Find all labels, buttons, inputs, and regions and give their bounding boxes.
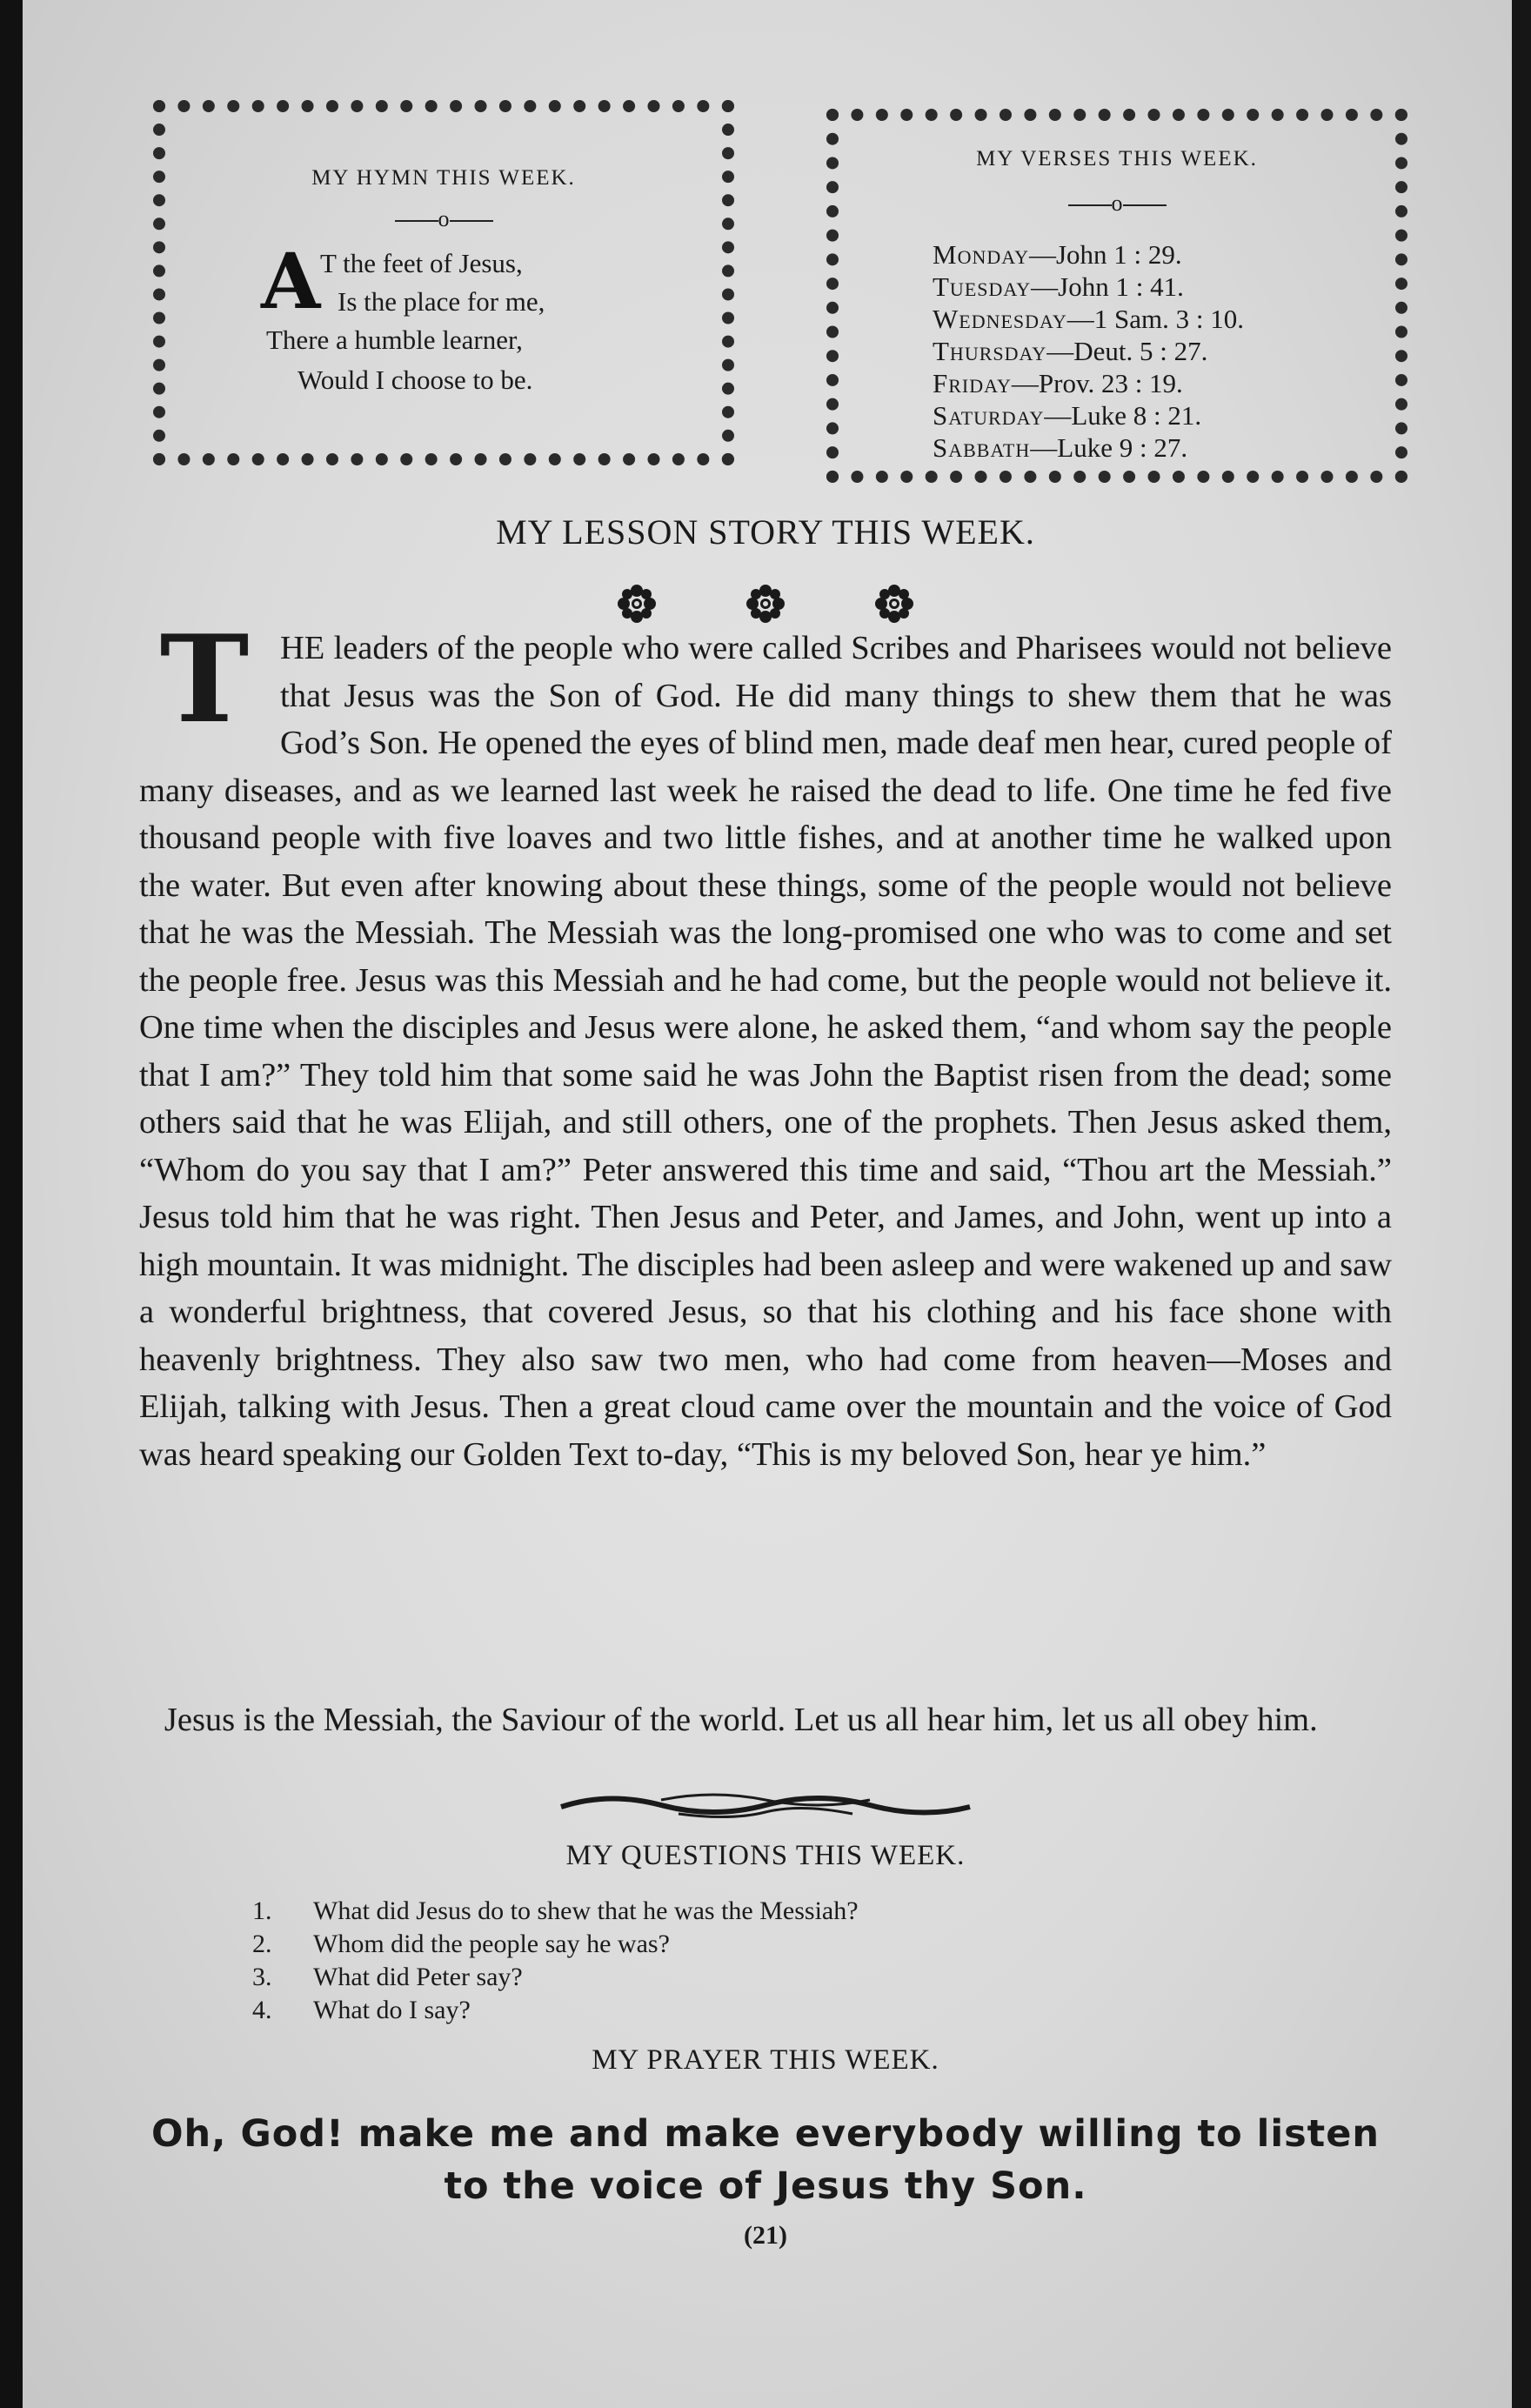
question-text: Whom did the people say he was? xyxy=(313,1930,670,1958)
rosette-ornament-icon xyxy=(745,583,786,629)
hymn-line-4: Would I choose to be. xyxy=(298,365,533,395)
verse-list xyxy=(933,238,1244,464)
question-text: What did Peter say? xyxy=(313,1963,523,1991)
lesson-heading: MY LESSON STORY THIS WEEK. xyxy=(496,512,1035,552)
verse-day: Monday xyxy=(933,239,1029,270)
question-item xyxy=(252,1895,859,1928)
verse-item xyxy=(933,431,1244,464)
verse-day: Thursday xyxy=(933,336,1047,366)
question-text: What do I say? xyxy=(313,1996,471,2024)
wave-divider xyxy=(557,1788,974,1827)
verse-day: Friday xyxy=(933,368,1012,398)
hymn-title: MY HYMN THIS WEEK. xyxy=(311,166,576,190)
question-item xyxy=(252,1961,859,1994)
question-item xyxy=(252,1994,859,2027)
question-number: 1. xyxy=(252,1896,272,1925)
verse-ref: —Deut. 5 : 27. xyxy=(1046,336,1208,366)
verse-item xyxy=(933,238,1244,271)
prayer-line-2: to the voice of Jesus thy Son. xyxy=(444,2164,1087,2208)
verse-item xyxy=(933,399,1244,431)
question-number: 4. xyxy=(252,1996,272,2024)
verse-ref: —John 1 : 41. xyxy=(1031,271,1184,302)
hymn-box xyxy=(153,100,734,465)
story-paragraph-1 xyxy=(139,608,1392,1478)
verses-box xyxy=(826,109,1407,483)
verse-day: Tuesday xyxy=(933,271,1032,302)
verse-ref: —1 Sam. 3 : 10. xyxy=(1066,304,1245,334)
prayer-line-1: Oh, God! make me and make everybody willing to listen xyxy=(151,2112,1380,2156)
story-paragraph-2 xyxy=(139,1696,1392,1743)
questions-list xyxy=(252,1895,859,2027)
hymn-divider xyxy=(165,206,722,232)
questions-heading: MY QUESTIONS THIS WEEK. xyxy=(565,1840,966,1871)
verse-ref: —Prov. 23 : 19. xyxy=(1011,368,1183,398)
verse-day: Sabbath xyxy=(933,432,1031,463)
story-paragraph-2-text: Jesus is the Messiah, the Saviour of the world. Let us all hear him, let us all obey him. xyxy=(164,1702,1318,1738)
verse-item xyxy=(933,303,1244,335)
verse-day: Wednesday xyxy=(933,304,1067,334)
question-text: What did Jesus do to shew that he was the Messiah? xyxy=(313,1896,859,1925)
verses-title: MY VERSES THIS WEEK. xyxy=(976,147,1258,171)
verse-item xyxy=(933,335,1244,367)
rosette-ornament-icon xyxy=(873,583,915,629)
hymn-line-2: Is the place for me, xyxy=(338,286,545,317)
lesson-story xyxy=(139,608,1392,1478)
hymn-line-1: T the feet of Jesus, xyxy=(320,248,523,278)
page-number: (21) xyxy=(744,2221,787,2250)
question-number: 3. xyxy=(252,1963,272,1991)
verses-divider xyxy=(839,191,1395,217)
prayer-heading: MY PRAYER THIS WEEK. xyxy=(592,2044,939,2076)
question-item xyxy=(252,1928,859,1961)
verse-ref: —Luke 8 : 21. xyxy=(1044,400,1202,431)
verse-day: Saturday xyxy=(933,400,1045,431)
hymn-divider-mark: o xyxy=(438,206,450,231)
verse-item xyxy=(933,271,1244,303)
story-drop-cap: T xyxy=(159,608,250,750)
rosette-ornament-icon xyxy=(616,583,658,629)
verse-ref: —John 1 : 29. xyxy=(1028,239,1182,270)
verse-ref: —Luke 9 : 27. xyxy=(1030,432,1188,463)
verses-divider-mark: o xyxy=(1111,191,1123,216)
story-paragraph-1-text: HE leaders of the people who were called Scribes and Pharisees would not believe that Jesus was the Son of God. He did many things to shew them that he was God’s Son. He opened the eyes of blind men, made deaf men hear, cured people of many diseases, and as we learned last week he raised the dead to life. One time he fed five thousand people with five loaves and two little fishes, and at another time he walked upon the water. But even after knowing about these things, some of the people would not believe that he was the Messiah. The Messiah was the long-promised one who was to come and set the people free. Jesus was this Messiah and he had come, but the people would not believe it. One time when the disciples and Jesus were alone, he asked them, “and whom say the people that I am?” They told him that some said he was John the Baptist risen from the dead; some others said that he was Elijah, and still others, one of the prophets. Then Jesus asked them, “Whom do you say that I am?” Peter answered this time and said, “Thou art the Messiah.” Jesus told him that he was right. Then Jesus and Peter, and James, and John, went up into a high mountain. It was midnight. The disciples had been asleep and were wakened up and saw a wonderful brightness, that covered Jesus, so that his clothing and his face shone with heavenly brightness. They also saw two men, who had come from heaven—Moses and Elijah, talking with Jesus. Then a great cloud came over the mountain and the voice of God was heard speaking our Golden Text to-day, “This is my beloved Son, hear ye him.” xyxy=(139,630,1392,1473)
question-number: 2. xyxy=(252,1930,272,1958)
verse-item xyxy=(933,367,1244,399)
hymn-drop-cap: A xyxy=(261,236,321,326)
hymn-line-3: There a humble learner, xyxy=(266,324,523,355)
